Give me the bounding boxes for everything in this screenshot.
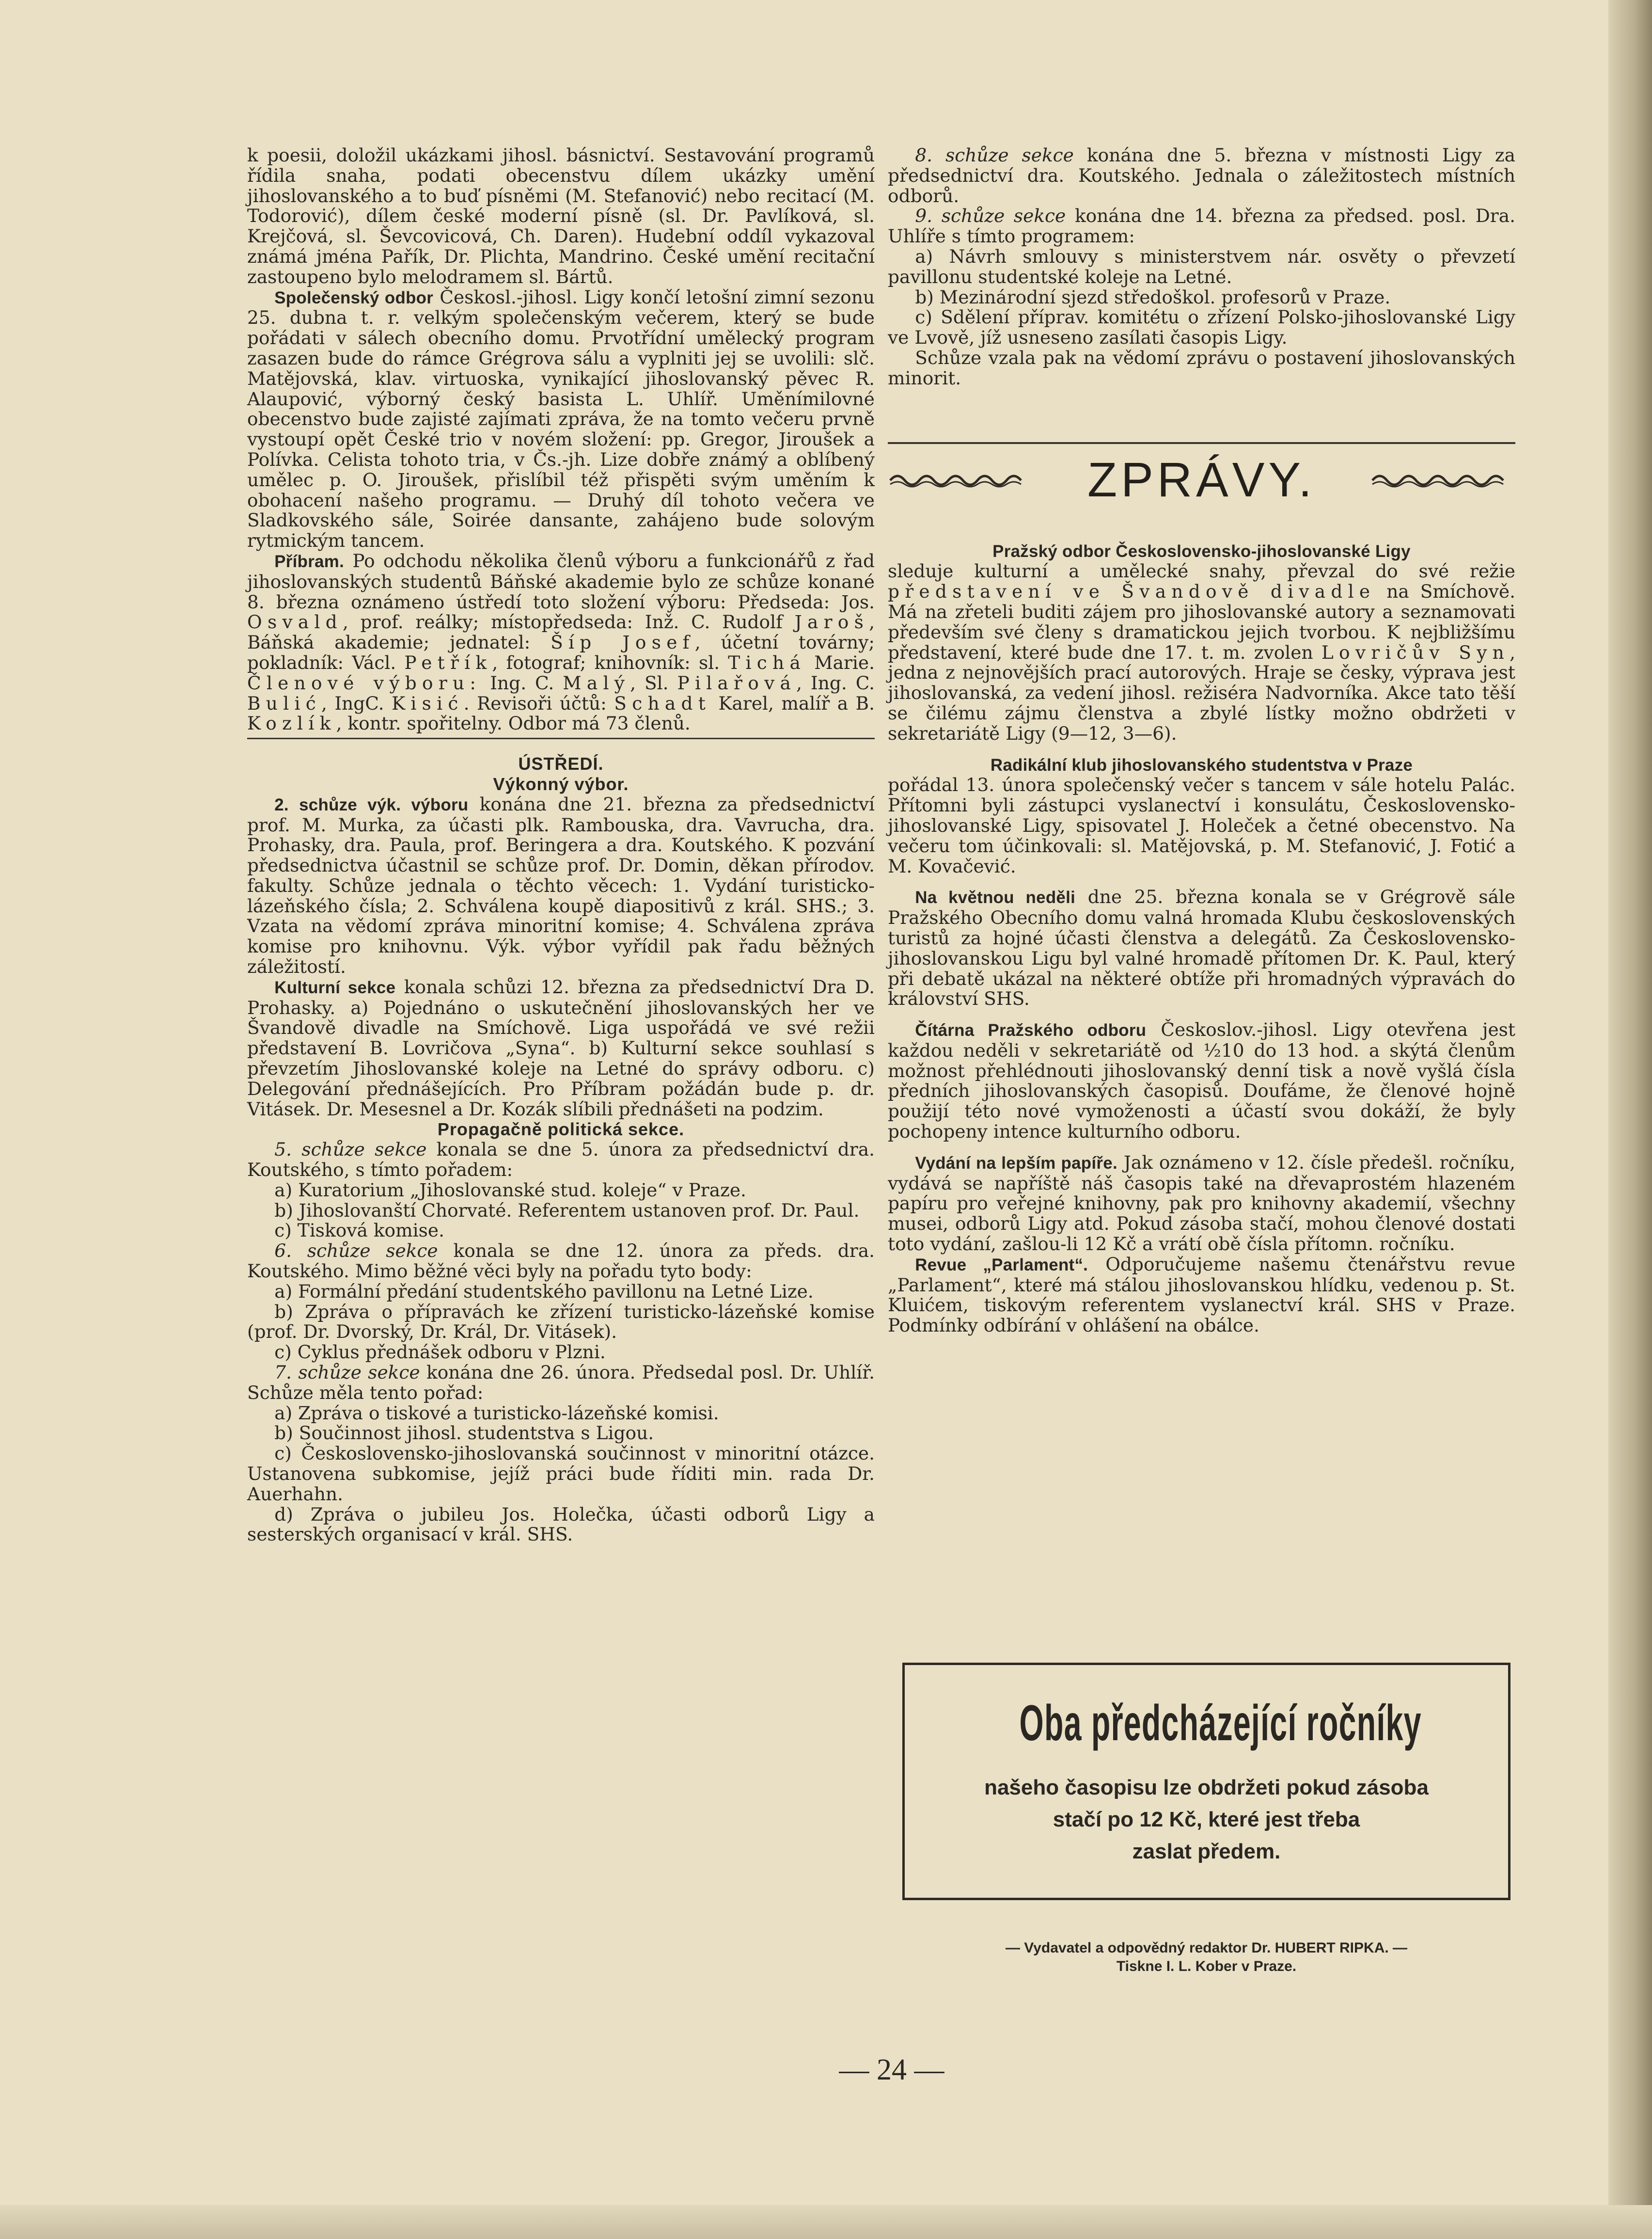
kulturni-sekce-title: Kulturní sekce: [274, 978, 396, 997]
schuze9-closing: Schůze vzala pak na vědomí zprávu o postavení jihoslovanských minorit.: [888, 347, 1515, 389]
pribram-text-l: Karel, malíř a B.: [718, 692, 875, 714]
schuze2-paragraph: [247, 794, 875, 977]
schuze6-item-c: c) Cyklus přednášek odboru v Plzni.: [274, 1341, 606, 1363]
schuze7-item-c: c) Československo-jihoslovanská součinnost v minoritní otázce. Ustanovena subkomise, jejíž práci bude říditi min. rada Dr. Auerhahn.: [247, 1443, 875, 1505]
schuze7-text: konána dne 26. února. Předsedal posl. Dr. Uhlíř. Schůze měla tento pořad:: [247, 1362, 875, 1403]
pribram-sip: Šíp Josef: [551, 632, 695, 653]
pribram-title: Příbram.: [274, 552, 345, 571]
news6-text: Odporučujeme našemu čtenářstvu revue „Parlament“, které má stálou jihoslovanskou hlídku, vedenou p. St. Kluićem, tiskovým referentem vyslanectví král. SHS v Praze. Podmínky odbírání v ohlášení na obálce.: [888, 1253, 1515, 1336]
ustredi-heading: ÚSTŘEDÍ.: [518, 754, 604, 774]
schuze5-item-b: b) Jihoslovanští Chorvaté. Referentem ustanoven prof. Dr. Paul.: [274, 1199, 860, 1221]
ornament-left-icon: [888, 471, 1033, 490]
propagacne-politicka-heading: Propagačně politická sekce.: [437, 1119, 685, 1140]
propagacne-heading-wrap: [247, 1119, 875, 1140]
pribram-text-b: , prof. reálky; místopředseda: Inž. C. Rudolf: [343, 611, 783, 633]
kulturni-sekce-paragraph: [247, 977, 875, 1120]
schuze5-title: 5. schůze sekce: [274, 1139, 427, 1160]
news1-title: Pražský odbor Československo-jihoslovanské Ligy: [992, 541, 1411, 561]
schuze7-item-a: a) Zpráva o tiskové a turisticko-lázeňské komisi.: [274, 1402, 719, 1424]
pribram-maly: Malý: [563, 672, 630, 694]
news4-paragraph: [888, 1020, 1515, 1142]
left-column: [247, 145, 875, 1545]
news3-title: Na květnou neděli: [915, 888, 1076, 907]
spolecensky-odbor-text: Českosl.-jihosl. Ligy končí letošní zimní sezonu 25. dubna t. r. velkým společenským večerem, který se bude pořádati v sálech obecního domu. Prvotřídní umělecký program zasazen bude do rámce Grégrova sálu a vyplniti jej se uvolili: slč. Matějovská, klav. virtuoska, vynikající jihoslovanský pěvec R. Alaupović, výborný český basista L. Uhlíř. Uměnímilovné obecenstvo bude zajisté zajímati zpráva, že na tomto večeru prvně vystoupí opět České trio v novém složení: pp. Gregor, Jiroušek a Polívka. Celista tohoto tria, v Čs.-jh. Lize dobře známý a oblíbený umělec p. O. Jiroušek, přislíbil též přispěti svým uměním k obohacení našeho programu. — Druhý díl tohoto večera ve Sladkovského sále, Soirée dansante, zahájeno bude solovým rytmickým tancem.: [247, 286, 875, 552]
news2-title-wrap: [888, 755, 1515, 776]
pribram-text-k: . Revisoři účtů:: [463, 692, 607, 714]
pribram-pilarova: Pilařová: [677, 672, 797, 694]
schuze5-item-a: a) Kuratorium „Jihoslovanské stud. koleje“ v Praze.: [274, 1179, 746, 1201]
pribram-paragraph: [247, 551, 875, 734]
zpravy-top-rule: [888, 442, 1515, 444]
advertisement-box: [902, 1663, 1510, 1900]
left-paragraph-poesie: k poesii, doložil ukázkami jihosl. básnictví. Sestavování programů řídila snaha, podati obecenstvu dílem ukázky umění jihoslovanského a to buď písněmi (M. Stefanović) nebo recitací (M. Todorović), dílem české moderní písně (sl. Dr. Pavlíková, sl. Krejčová, sl. Ševcovicová, Ch. Daren). Hudební oddíl vykazoval známá jména Pařík, Dr. Plichta, Mandrino. České umění recitační zastoupeno bylo melodramem sl. Bártů.: [247, 144, 875, 287]
ornament-right-icon: [1370, 471, 1515, 490]
pribram-kozlik: Kozlík: [247, 713, 336, 734]
news1-text-a: sleduje kulturní a umělecké snahy, převzal do své režie: [888, 560, 1515, 582]
kulturni-sekce-text: konala schůzi 12. března za předsednictví Dra D. Prohasky. a) Pojednáno o uskutečnění jihoslovanských her ve Švandově divadle na Smíchově. Liga uspořádá ve své režii představení B. Lovričova „Syna“. b) Kulturní sekce souhlasí s převzetím Jihoslovanské koleje na Letné do správy odboru. c) Delegování přednášejících. Pro Příbram požádán bude p. dr. Vitásek. Dr. Mesesnel a Dr. Kozák slíbili přednášeti na podzim.: [247, 976, 875, 1120]
news1-spaced-1: představení ve Švandově divadle: [888, 581, 1376, 603]
pribram-kisic: Kisić: [392, 692, 464, 714]
pribram-jaros: Jaroš: [794, 611, 869, 633]
zpravy-header: [888, 449, 1515, 512]
schuze9-item-a: a) Návrh smlouvy s ministerstvem nár. osvěty o převzetí pavillonu studentské koleje na Letné.: [888, 245, 1515, 287]
pribram-bulic: Bulić: [247, 692, 321, 714]
news1-text-b: na Smíchově. Má na zřeteli buditi zájem pro jihoslovanské autory a seznamovati především své členy s dramatickou jejich tvorbou. K nejbližšímu představení, které bude dne 17. t. m. zvolen: [888, 581, 1515, 663]
right-column: [888, 145, 1515, 1336]
pribram-clenove: Členové výboru:: [247, 672, 482, 694]
schuze7-title: 7. schůze sekce: [274, 1362, 420, 1383]
pribram-ticha: Tichá: [728, 651, 806, 673]
pribram-text-g: Ing. C.: [490, 672, 554, 694]
news6-title: Revue „Parlament“.: [915, 1255, 1088, 1274]
news5-title: Vydání na lepším papíře.: [915, 1153, 1117, 1173]
pribram-text-c: , Báňská akademie; jednatel:: [247, 611, 875, 653]
schuze6-item-b: b) Zpráva o přípravách ke zřízení turisticko-lázeňské komise (prof. Dr. Dvorský, Dr. Král, Dr. Vitásek).: [247, 1301, 875, 1343]
news2-title: Radikální klub jihoslovanského studentstva v Praze: [990, 755, 1413, 775]
pribram-text-j: , IngC.: [321, 692, 384, 714]
advertisement-line-3: zaslat předem.: [1132, 1840, 1281, 1863]
imprint-printer: Tiskne I. L. Kober v Praze.: [1116, 1958, 1297, 1974]
pribram-text-e: , fotograf; knihovník: sl.: [492, 651, 720, 673]
spolecensky-odbor-title: Společenský odbor: [274, 288, 434, 307]
schuze6-text: konala se dne 12. února za předs. dra. Koutského. Mimo běžné věci byly na pořadu tyto body:: [247, 1240, 875, 1282]
pribram-schadt: Schadt: [614, 692, 711, 714]
schuze5-paragraph: [247, 1140, 875, 1180]
news4-title: Čítárna Pražského odboru: [915, 1021, 1147, 1040]
news1-text-c: , jedna z nejnovějších prací autorových. Hraje se česky, výprava jest jihoslovanská, za vedení jihosl. režiséra Nadvorníka. Akce tato těší se čilému zájmu členstva a zbylé lístky možno obdržeti v sekretariátě Ligy (9—12, 3—6).: [888, 641, 1515, 744]
imprint: [902, 1939, 1510, 1976]
schuze9-text: konána dne 14. března za předsed. posl. Dra. Uhlíře s tímto programem:: [888, 205, 1516, 247]
schuze7-paragraph: [247, 1363, 875, 1403]
page-number: — 24 —: [839, 2053, 944, 2086]
pribram-text-a: Po odchodu několika členů výboru a funkcionářů z řad jihoslovanských studentů Báňské akademie bylo ze schůze konané 8. března oznámeno ústředí toto složení výboru: Předseda: Jos.: [247, 550, 875, 613]
schuze9-paragraph: [888, 206, 1515, 247]
schuze5-text: konala se dne 5. února za předsednictví dra. Koutského, s tímto pořadem:: [247, 1139, 875, 1181]
vykonny-heading-wrap: [247, 774, 875, 794]
advertisement-line-1: našeho časopisu lze obdržeti pokud zásoba: [984, 1776, 1429, 1799]
schuze9-item-b: b) Mezinárodní sjezd středoškol. profesorů v Praze.: [915, 286, 1391, 308]
pribram-text-f: Marie.: [814, 651, 875, 673]
vykonny-vybor-heading: Výkonný výbor.: [493, 774, 629, 794]
schuze9-title: 9. schůze sekce: [915, 205, 1066, 227]
schuze7-item-d: d) Zpráva o jubileu Jos. Holečka, účasti odborů Ligy a sesterských organisací v král. SHS.: [247, 1503, 875, 1545]
news6-paragraph: [888, 1254, 1515, 1336]
zpravy-heading: ZPRÁVY.: [1087, 452, 1316, 507]
schuze6-paragraph: [247, 1241, 875, 1282]
news1-paragraph: [888, 561, 1515, 744]
schuze5-item-c: c) Tisková komise.: [274, 1220, 445, 1241]
news1-title-wrap: [888, 541, 1515, 562]
pribram-text-i: , Ing. C.: [796, 672, 875, 694]
schuze2-text: konána dne 21. března za předsednictví prof. M. Murka, za účasti plk. Rambouska, dra. Vavruchа, dra. Prohasky, dra. Paula, prof. Beringera a dra. Koutského. K pozvání předsednictva účastnil se schůze prof. Dr. Domin, děkan přírodov. fakulty. Schůze jednala o těchto věcech: 1. Vydání turisticko-lázeňského čísla; 2. Schválena koupě diapositivů z král. SHS.; 3. Vzata na vědomí zpráva minoritní komise; 4. Schválena zpráva komise pro knihovnu. Výk. výbor vyřídil pak řadu běžných záležitostí.: [247, 793, 875, 978]
advertisement-headline: Oba předcházející ročníky: [1019, 1695, 1422, 1751]
news3-text: dne 25. března konala se v Grégrově sále Pražského Obecního domu valná hromada Klubu československých turistů za hojné účasti členstva a delegátů. Za Československo-jihoslovanskou Ligu byl valné hromadě přítomen Dr. K. Paul, který při debatě ukázal na některé obtíže při hromadných výpravách do království SHS.: [888, 886, 1515, 1010]
news4-text: Českoslov.-jihosl. Ligy otevřena jest každou neděli v sekretariátě od ½10 do 13 hod. a skýtá členům možnost přehlédnouti jihoslovanský denní tisk a nově vyšlá čísla předních jihoslovanských časopisů. Doufáme, že členové hojně použijí této nové vymoženosti a účastí svou dokáží, že byly pochopeny intence kulturního odboru.: [888, 1019, 1515, 1143]
schuze6-title: 6. schůze sekce: [274, 1240, 438, 1262]
ustredi-heading-wrap: [247, 754, 875, 774]
schuze8-paragraph: [888, 145, 1515, 206]
news1-spaced-2: Lovričův Syn: [1321, 641, 1510, 663]
page-edge-right: [1608, 0, 1652, 2239]
schuze7-item-b: b) Součinnost jihosl. studentstva s Ligou.: [274, 1422, 654, 1444]
page-edge-bottom: [0, 2205, 1652, 2239]
news2-paragraph: pořádal 13. února společenský večer s tancem v sále hotelu Palác. Přítomni byli zástupci vyslanectví i konsulátu, Československo-jihoslovanské Ligy, spisovatel J. Holeček a četné obecenstvo. Na večeru tom účinkovali: sl. Matějovská, p. M. Stefanović, J. Fotić a M. Kovačević.: [888, 774, 1515, 877]
schuze8-text: konána dne 5. března v místnosti Ligy za předsednictví dra. Koutského. Jednala o záležitostech místních odborů.: [888, 144, 1515, 206]
pribram-text-d: , účetní továrny; pokladník: Václ.: [247, 632, 875, 673]
pribram-text-m: , kontr. spořitelny. Odbor má 73 členů.: [336, 713, 691, 734]
section-divider: [247, 738, 875, 739]
schuze9-item-c: c) Sdělení příprav. komitétu o zřízení Polsko-jihoslovanské Ligy ve Lvově, jíž usneseno zasílati časopis Ligy.: [888, 306, 1515, 349]
spolecensky-odbor-paragraph: [247, 287, 875, 551]
schuze8-title: 8. schůze sekce: [915, 144, 1074, 166]
advertisement-line-2: stačí po 12 Kč, které jest třeba: [1053, 1808, 1360, 1831]
news5-text: Jak oznámeno v 12. čísle předešl. ročníku, vydává se napříště náš časopis také na dřevaprostém hlazeném papíru pro veřejné knihovny, pak pro knihovny akademií, všechny musei, odborů Ligy atd. Pokud zásoba stačí, mohou členové dostati toto vydání, zašlou-li 12 Kč a vrátí obě čísla přítomn. ročníku.: [888, 1151, 1515, 1255]
pribram-text-h: , Sl.: [630, 672, 669, 694]
news5-paragraph: [888, 1153, 1515, 1254]
schuze6-item-a: a) Formální předání studentského pavillonu na Letné Lize.: [274, 1280, 814, 1302]
news3-paragraph: [888, 887, 1515, 1009]
imprint-editor: — Vydavatel a odpovědný redaktor Dr. HUBERT RIPKA. —: [1005, 1940, 1408, 1956]
schuze2-title: 2. schůze výk. výboru: [274, 795, 469, 814]
pribram-petrik: Petřík: [404, 651, 492, 673]
pribram-osvald: Osvald: [247, 611, 343, 633]
